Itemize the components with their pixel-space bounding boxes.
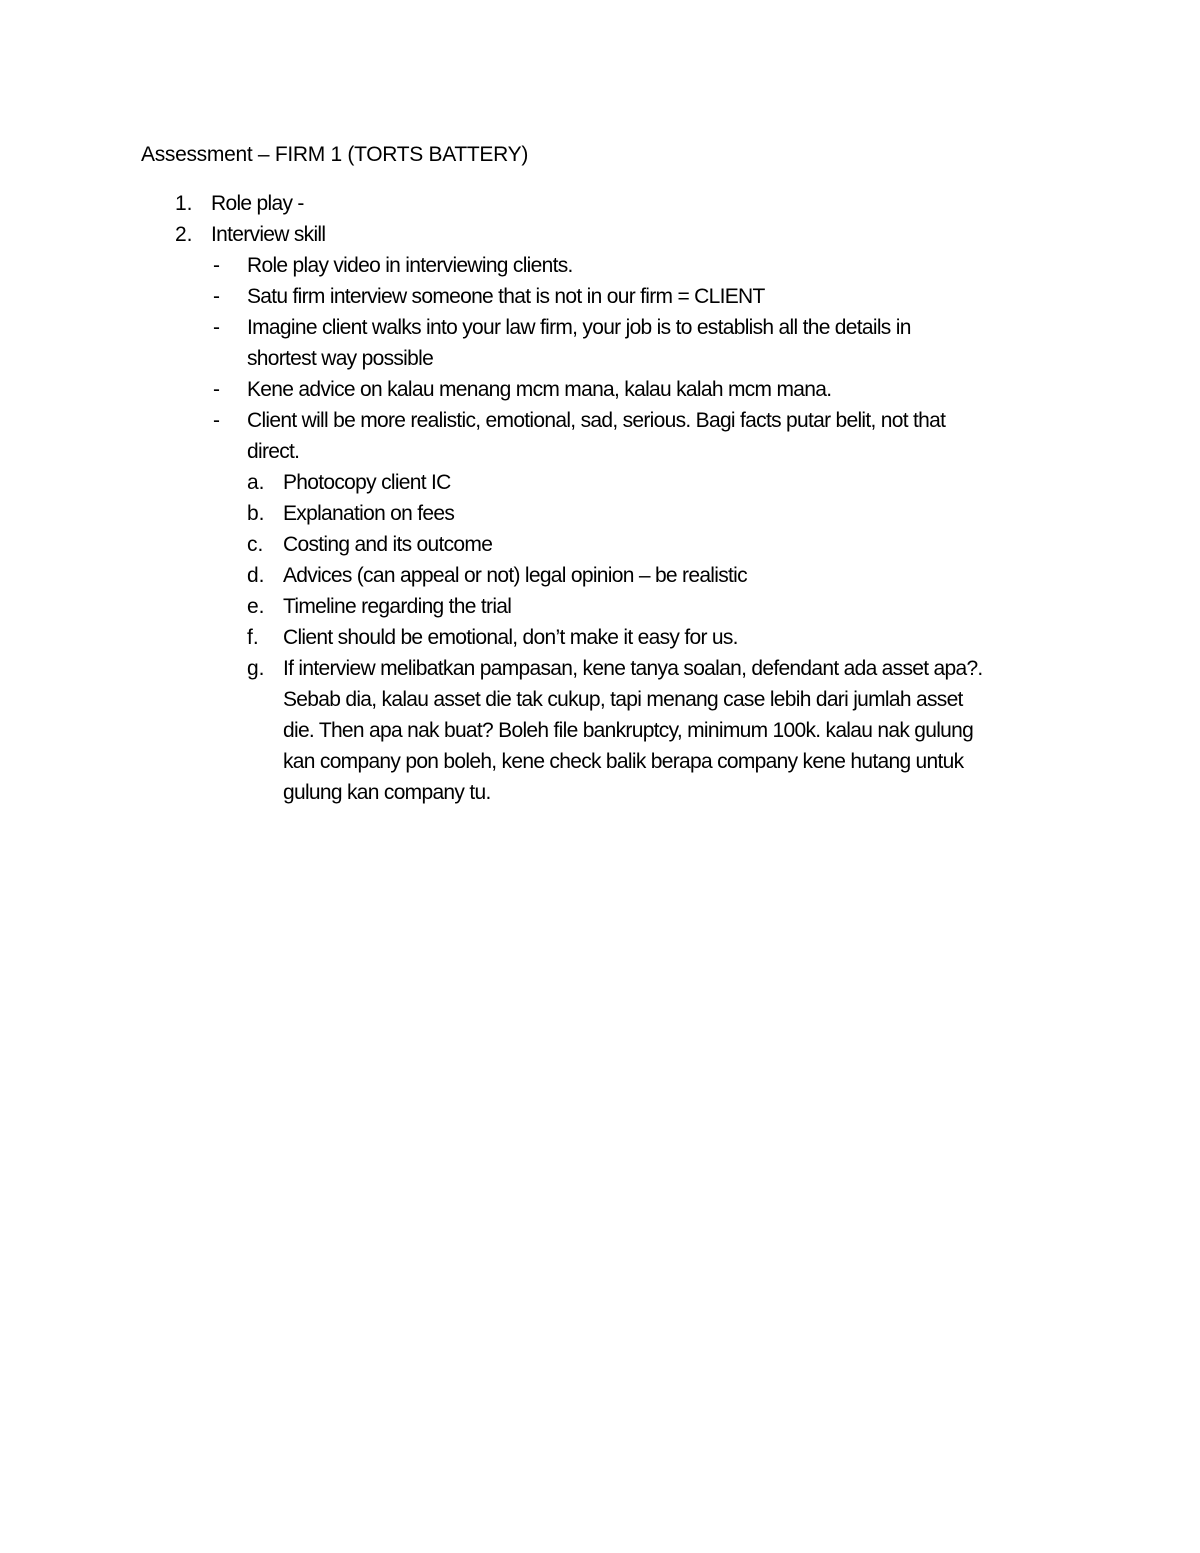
document-title: Assessment – FIRM 1 (TORTS BATTERY) bbox=[141, 143, 529, 166]
list-item-continuation: Sebab dia, kalau asset die tak cukup, tapi menang case lebih dari jumlah asset bbox=[283, 688, 963, 711]
list-item: Kene advice on kalau menang mcm mana, kalau kalah mcm mana. bbox=[247, 378, 832, 401]
list-item: Advices (can appeal or not) legal opinion – be realistic bbox=[283, 564, 747, 587]
letter-marker: e. bbox=[247, 595, 265, 618]
dash-marker: - bbox=[213, 409, 220, 432]
list-item: Client will be more realistic, emotional, sad, serious. Bagi facts putar belit, not that bbox=[247, 409, 946, 432]
list-item: Photocopy client IC bbox=[283, 471, 451, 494]
dash-marker: - bbox=[213, 378, 220, 401]
list-item: Client should be emotional, don’t make it easy for us. bbox=[283, 626, 738, 649]
dash-marker: - bbox=[213, 285, 220, 308]
letter-marker: a. bbox=[247, 471, 265, 494]
list-item: Interview skill bbox=[211, 223, 326, 246]
letter-marker: g. bbox=[247, 657, 265, 680]
list-marker: 2. bbox=[175, 223, 193, 246]
list-item: Role play video in interviewing clients. bbox=[247, 254, 573, 277]
list-item-continuation: shortest way possible bbox=[247, 347, 434, 370]
letter-marker: d. bbox=[247, 564, 265, 587]
dash-marker: - bbox=[213, 316, 220, 339]
list-item: Timeline regarding the trial bbox=[283, 595, 512, 618]
list-item: Costing and its outcome bbox=[283, 533, 493, 556]
letter-marker: c. bbox=[247, 533, 264, 556]
list-item-continuation: gulung kan company tu. bbox=[283, 781, 491, 804]
letter-marker: f. bbox=[247, 626, 259, 649]
list-item-continuation: kan company pon boleh, kene check balik berapa company kene hutang untuk bbox=[283, 750, 964, 773]
dash-marker: - bbox=[213, 254, 220, 277]
letter-marker: b. bbox=[247, 502, 265, 525]
list-item: Imagine client walks into your law firm, your job is to establish all the details in bbox=[247, 316, 911, 339]
list-item: If interview melibatkan pampasan, kene tanya soalan, defendant ada asset apa?. bbox=[283, 657, 983, 680]
list-marker: 1. bbox=[175, 192, 193, 215]
list-item-continuation: die. Then apa nak buat? Boleh file bankruptcy, minimum 100k. kalau nak gulung bbox=[283, 719, 974, 742]
list-item: Explanation on fees bbox=[283, 502, 455, 525]
list-item: Satu firm interview someone that is not in our firm = CLIENT bbox=[247, 285, 765, 308]
list-item-continuation: direct. bbox=[247, 440, 300, 463]
list-item: Role play - bbox=[211, 192, 304, 215]
